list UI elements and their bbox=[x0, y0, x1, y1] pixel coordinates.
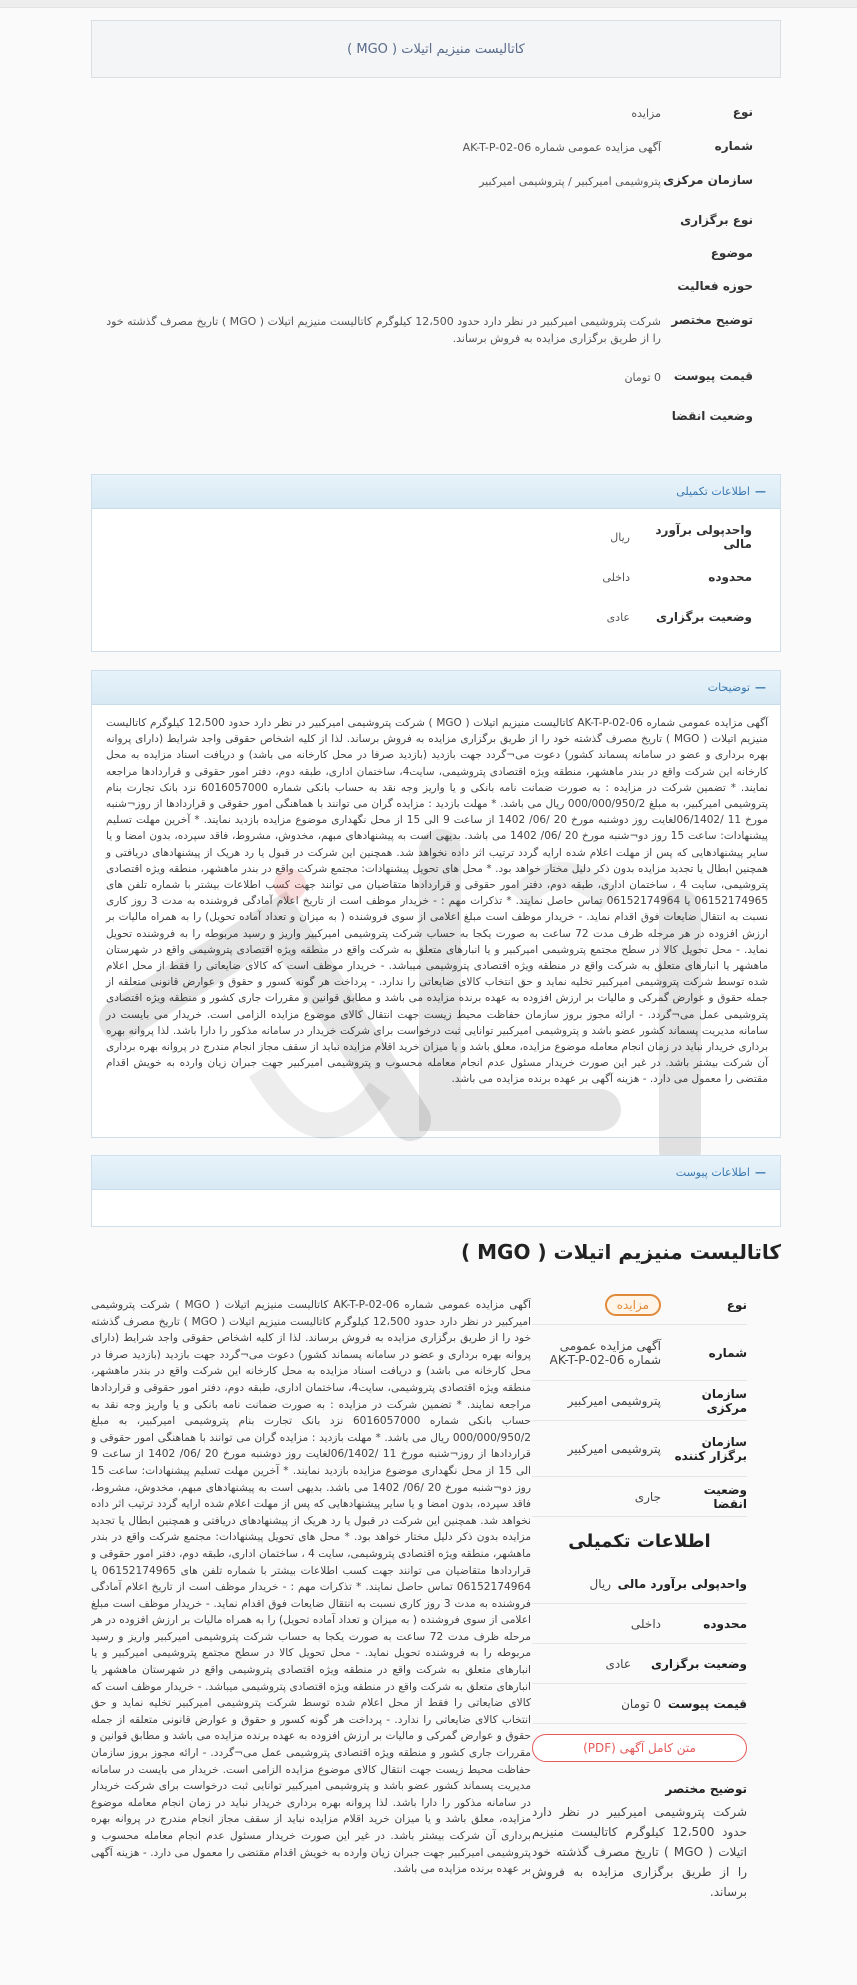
info-value bbox=[91, 399, 661, 409]
side-label: وضعیت برگزاری bbox=[650, 1656, 747, 1671]
extra-info-heading: اطلاعات تکمیلی bbox=[676, 485, 750, 498]
side-row-type bbox=[532, 1285, 747, 1325]
side-value: آگهی مزایده عمومی شماره AK-T-P-02-06 bbox=[549, 1338, 661, 1367]
side-value: داخلی bbox=[630, 1616, 661, 1631]
info-label: نوع برگزاری bbox=[680, 213, 753, 227]
extra-value: عادی bbox=[606, 610, 630, 624]
info-label: وضعیت انقضا bbox=[671, 409, 753, 423]
side-row-currency bbox=[532, 1564, 747, 1604]
info-row-type bbox=[91, 95, 781, 129]
info-label: توضیح مختصر bbox=[671, 313, 753, 327]
side-value: 0 تومان bbox=[621, 1696, 661, 1711]
info-row-org bbox=[91, 163, 781, 203]
page-title: کاتالیست منیزیم اتیلات ( MGO ) bbox=[91, 20, 781, 78]
top-bar bbox=[0, 0, 857, 8]
bottom-description: آگهی مزایده عمومی شماره AK-T-P-02-06 کاتالیست منیزیم اتیلات ( MGO ) شرکت پتروشیمی امیرکبیر در نظر دارد حدود 12،500 کیلوگرم کاتالیست منیزیم اتیلات ( MGO ) تاریخ مصرف گذشته خود را از طریق برگزاری مزایده به فروش برساند. لذا از کلیه اشخاص حقوقی واجد شرایط (دارای پروانه بهره برداری و عضو در سامانه پسماند کشور) دعوت می¬گردد جهت بازدید (بازدید صرفا در محل کارخانه می باشد) و دریافت اسناد مزایده به محل کارخانه این شرکت واقع در بندر ماهشهر، منطقه ویژه اقتصادی پتروشیمی، سایت4، ساختمان اداری، طبقه دوم، دفتر امور حقوقی و قراردادها مراجعه نمایند. * تضمین شرکت در مزایده : به صورت ضمانت نامه بانکی و یا واریز وجه نقد به حساب بانکی شماره 6016057000 نزد بانک تجارت بنام پتروشیمی امیرکبیر، به مبلغ 000/000/950/2 ریال می باشد. * مهلت بازدید : مزایده گران می توانند با هماهنگی امور حقوقی و قراردادها از روز¬شنبه مورخ 11 /06/1402لغایت روز دوشنبه مورخ 20 /06/ 1402 از ساعت 9 الی 15 از محل نگهداری موضوع مزایده بازدید نمایند. * آخرین مهلت تسلیم پیشنهادات: ساعت 15 روز دو¬شنبه مورخ 20 /06/ 1402 می باشد. بدیهی است به پیشنهادهای مبهم، مخدوش، مشروط، فاقد سپرده، بدون امضا و یا سایر پیشنهادهایی که پس از مهلت اعلام شده ارایه گردد ترتیب اثر داده نخواهد شد. همچنین این شرکت در قبول یا رد هریک از پیشنهادهای دریافتی و همچنین ابطال یا تجدید مزایده بدون ذکر دلیل مختار خواهد بود. * محل های تحویل پیشنهادات: مجتمع شرکت واقع در بندر ماهشهر، منطقه ویژه اقتصادی پتروشیمی، سایت 4 ، ساختمان اداری، طبقه دوم، دفتر امور حقوقی و قراردادها متقاضیان می توانند جهت کسب اطلاعات بیشتر با شماره تلفن های 06152174965 یا 06152174964 تماس حاصل نمایند. * تذکرات مهم : - خریدار موظف است از تاریخ اعلام آمادگی فروشنده به مدت 3 روز کاری نسبت به انتقال ضایعات فوق اقدام نماید. - خریدار موظف است مبلغ اعلامی از سوی فروشنده ( به میزان و تعداد آماده تحویل) را به همراه مالیات بر ارزش افزوده در هر مرحله ظرف مدت 72 ساعت به صورت یکجا به حساب شرکت پتروشیمی امیرکبیر واریز و رسید مربوطه را به فروشنده تحویل نماید. - محل تحویل کالا در سطح مجتمع پتروشیمی امیرکبیر و یا انبارهای متعلق به شرکت واقع در منطقه ویژه اقتصادی پتروشیمی واقع در شهرستان ماهشهر یا انبارهای متعلق به شرکت واقع در منطقه ویژه اقتصادی پتروشیمی میباشد. - خریدار موظف است که کالای ضایعاتی را فقط از محل اعلام شده توسط شرکت پتروشیمی امیرکبیر تخلیه نماید و حق انتخاب کالای ضایعاتی را ندارد. - پرداخت هر گونه کسور و حقوق و عوارض قانونی متعلقه از جمله حقوق و عوارض گمرکی و مالیات بر ارزش افزوده به عهده برنده مزایده می باشد و مطابق قوانین و مقررات جاری کشور و منطقه ویژه اقتصادی پتروشیمی عمل می¬گردد. - ارائه مجوز بروز سازمان حفاظت محیط زیست جهت انتقال کالای موضوع مزایده الزامی است. خریدار می بایست در سامانه مدیریت پسماند کشور عضو باشد و پتروشیمی امیرکبیر توانایی ثبت درخواست برای شرکت خریدار در سامانه مذکور را دارا باشد. لذا پروانه بهره برداری خریدار نباید در زمان انجام معامله موضوع مزایده، معلق باشد و یا میزان خرید اقلام مزایده نباید از سقف مجاز انجام مندرج در پروانه بهره برداری آن شرکت بیشتر باشد. در غیر این صورت خریدار مسئول عدم انجام معامله محسوب و پتروشیمی امیرکبیر جهت جبران زیان وارده به خویش اقدام مقتضی را معمول می دارد. - هزینه آگهی بر عهده برنده مزایده می باشد. bbox=[91, 1299, 531, 1876]
extra-row-range bbox=[92, 557, 780, 597]
info-value: 0 تومان bbox=[624, 371, 661, 384]
info-value: شرکت پتروشیمی امیرکبیر در نظر دارد حدود 12،500 کیلوگرم کاتالیست منیزیم اتیلات ( MGO ) تاریخ مصرف گذشته خود را از طریق برگزاری مزایده به فروش برساند. bbox=[106, 315, 661, 345]
info-row-price bbox=[91, 359, 781, 399]
side-label: سازمان مرکزی bbox=[701, 1386, 747, 1415]
side-row-price bbox=[532, 1684, 747, 1724]
info-value: پتروشیمی امیرکبیر / پتروشیمی امیرکبیر bbox=[479, 175, 661, 188]
side-label: سازمان برگزار کننده bbox=[674, 1434, 747, 1463]
info-label: قیمت پیوست bbox=[673, 369, 753, 383]
collapse-icon[interactable]: — bbox=[755, 485, 766, 498]
extra-value: داخلی bbox=[602, 570, 630, 584]
extra-label: واحدپولی برآورد مالی bbox=[655, 523, 752, 551]
info-row-summary bbox=[91, 303, 781, 359]
info-row-holding-type bbox=[91, 203, 781, 236]
bottom-title: کاتالیست منیزیم اتیلات ( MGO ) bbox=[461, 1240, 781, 1264]
info-row-expiry bbox=[91, 399, 781, 433]
info-value: مزایده bbox=[631, 107, 661, 120]
type-badge: مزایده bbox=[605, 1294, 661, 1316]
side-row-range bbox=[532, 1604, 747, 1644]
side-summary-text: شرکت پتروشیمی امیرکبیر در نظر دارد حدود 12،500 کیلوگرم کاتالیست منیزیم اتیلات ( MGO ) تاریخ مصرف گذشته خود را از طریق برگزاری مزایده به فروش برساند. bbox=[532, 1805, 748, 1899]
extra-info-panel bbox=[91, 474, 781, 652]
extra-info-header[interactable] bbox=[92, 475, 780, 509]
side-value: پتروشیمی امیرکبیر bbox=[567, 1393, 661, 1408]
side-extra-heading: اطلاعات تکمیلی bbox=[568, 1531, 711, 1552]
side-row-org bbox=[532, 1381, 747, 1421]
info-value: آگهی مزایده عمومی شماره AK-T-P-02-06 bbox=[462, 141, 661, 154]
side-row-status bbox=[532, 1644, 747, 1684]
side-row-expiry bbox=[532, 1477, 747, 1517]
side-label: قیمت پیوست bbox=[667, 1696, 747, 1711]
side-value: ریال bbox=[589, 1576, 611, 1591]
extra-label: وضعیت برگزاری bbox=[655, 610, 752, 624]
side-label: شماره bbox=[708, 1345, 747, 1360]
info-value bbox=[91, 269, 661, 279]
side-label: واحدپولی برآورد مالی bbox=[617, 1576, 747, 1591]
side-label: محدوده bbox=[703, 1616, 747, 1631]
extra-label: محدوده bbox=[708, 570, 752, 584]
description-header[interactable] bbox=[92, 671, 780, 705]
attachment-panel bbox=[91, 1155, 781, 1227]
info-row-subject bbox=[91, 236, 781, 269]
side-label: وضعیت انقضا bbox=[703, 1482, 747, 1511]
side-row-number bbox=[532, 1325, 747, 1381]
info-table bbox=[91, 95, 781, 433]
side-value: عادی bbox=[605, 1656, 631, 1671]
extra-row-status bbox=[92, 597, 780, 637]
info-label: سازمان مرکزی bbox=[663, 173, 753, 187]
info-row-activity bbox=[91, 269, 781, 303]
attachment-header[interactable] bbox=[92, 1156, 780, 1190]
side-value: جاری bbox=[634, 1489, 661, 1504]
description-panel bbox=[91, 670, 781, 1138]
side-summary bbox=[532, 1285, 747, 1902]
side-row-holder bbox=[532, 1421, 747, 1477]
info-label: حوزه فعالیت bbox=[677, 279, 753, 293]
info-value bbox=[91, 203, 661, 213]
full-text-pdf-button[interactable]: متن کامل آگهی (PDF) bbox=[532, 1734, 747, 1762]
side-label: نوع bbox=[726, 1297, 747, 1312]
info-label: نوع bbox=[732, 105, 753, 119]
info-label: موضوع bbox=[710, 246, 753, 260]
info-value bbox=[91, 236, 661, 246]
description-heading: توضیحات bbox=[707, 681, 750, 694]
side-summary-label: توضیح مختصر bbox=[665, 1782, 747, 1796]
info-label: شماره bbox=[714, 139, 753, 153]
side-value: پتروشیمی امیرکبیر bbox=[567, 1441, 661, 1456]
info-row-number bbox=[91, 129, 781, 163]
attachment-heading: اطلاعات پیوست bbox=[675, 1166, 750, 1179]
description-text: آگهی مزایده عمومی شماره AK-T-P-02-06 کاتالیست منیزیم اتیلات ( MGO ) شرکت پتروشیمی امیرکبیر در نظر دارد حدود 12،500 کیلوگرم کاتالیست منیزیم اتیلات ( MGO ) تاریخ مصرف گذشته خود را از طریق برگزاری مزایده به فروش برساند. لذا از کلیه اشخاص حقوقی واجد شرایط (دارای پروانه بهره برداری و عضو در سامانه پسماند کشور) دعوت می¬گردد جهت بازدید (بازدید صرفا در محل کارخانه می باشد) و دریافت اسناد مزایده به محل کارخانه این شرکت واقع در بندر ماهشهر، منطقه ویژه اقتصادی پتروشیمی، سایت4، ساختمان اداری، طبقه دوم، دفتر امور حقوقی و قراردادها مراجعه نمایند. * تضمین شرکت در مزایده : به صورت ضمانت نامه بانکی و یا واریز وجه نقد به حساب بانکی شماره 6016057000 نزد بانک تجارت بنام پتروشیمی امیرکبیر، به مبلغ 000/000/950/2 ریال می باشد. * مهلت بازدید : مزایده گران می توانند با هماهنگی امور حقوقی و قراردادها از روز¬شنبه مورخ 11 /06/1402لغایت روز دوشنبه مورخ 20 /06/ 1402 از ساعت 9 الی 15 از محل نگهداری موضوع مزایده بازدید نمایند. * آخرین مهلت تسلیم پیشنهادات: ساعت 15 روز دو¬شنبه مورخ 20 /06/ 1402 می باشد. بدیهی است به پیشنهادهای مبهم، مخدوش، مشروط، فاقد سپرده، بدون امضا و یا سایر پیشنهادهایی که پس از مهلت اعلام شده ارایه گردد ترتیب اثر داده نخواهد شد. همچنین این شرکت در قبول یا رد هریک از پیشنهادهای دریافتی و همچنین ابطال یا تجدید مزایده بدون ذکر دلیل مختار خواهد بود. * محل های تحویل پیشنهادات: مجتمع شرکت واقع در بندر ماهشهر، منطقه ویژه اقتصادی پتروشیمی، سایت 4 ، ساختمان اداری، طبقه دوم، دفتر امور حقوقی و قراردادها متقاضیان می توانند جهت کسب اطلاعات بیشتر با شماره تلفن های 06152174965 یا 06152174964 تماس حاصل نمایند. * تذکرات مهم : - خریدار موظف است از تاریخ اعلام آمادگی فروشنده به مدت 3 روز کاری نسبت به انتقال ضایعات فوق اقدام نماید. - خریدار موظف است مبلغ اعلامی از سوی فروشنده ( به میزان و تعداد آماده تحویل) را به همراه مالیات بر ارزش افزوده در هر مرحله ظرف مدت 72 ساعت به صورت یکجا به حساب شرکت پتروشیمی امیرکبیر واریز و رسید مربوطه را به فروشنده تحویل نماید. - محل تحویل کالا در سطح مجتمع پتروشیمی امیرکبیر و یا انبارهای متعلق به شرکت واقع در منطقه ویژه اقتصادی پتروشیمی واقع در شهرستان ماهشهر یا انبارهای متعلق به شرکت واقع در منطقه ویژه اقتصادی پتروشیمی میباشد. - خریدار موظف است که کالای ضایعاتی را فقط از محل اعلام شده توسط شرکت پتروشیمی امیرکبیر تخلیه نماید و حق انتخاب کالای ضایعاتی را ندارد. - پرداخت هر گونه کسور و حقوق و عوارض قانونی متعلقه از جمله حقوق و عوارض گمرکی و مالیات بر ارزش افزوده به عهده برنده مزایده می باشد و مطابق قوانین و مقررات جاری کشور و منطقه ویژه اقتصادی پتروشیمی عمل می¬گردد. - ارائه مجوز بروز سازمان حفاظت محیط زیست جهت انتقال کالای موضوع مزایده الزامی است. خریدار می بایست در سامانه مدیریت پسماند کشور عضو باشد و پتروشیمی امیرکبیر توانایی ثبت درخواست برای شرکت خریدار در سامانه مذکور را دارا باشد. لذا پروانه بهره برداری خریدار نباید در زمان انجام معامله موضوع مزایده، معلق باشد و یا میزان خرید اقلام مزایده نباید از سقف مجاز انجام مندرج در پروانه بهره برداری آن شرکت بیشتر باشد. در غیر این صورت خریدار مسئول عدم انجام معامله محسوب و پتروشیمی امیرکبیر جهت جبران زیان وارده به خویش اقدام مقتضی را معمول می دارد. - هزینه آگهی بر عهده برنده مزایده می باشد. bbox=[106, 717, 769, 1086]
collapse-icon[interactable]: — bbox=[755, 1166, 766, 1179]
extra-row-currency bbox=[92, 517, 780, 557]
extra-value: ریال bbox=[610, 530, 630, 544]
collapse-icon[interactable]: — bbox=[755, 681, 766, 694]
